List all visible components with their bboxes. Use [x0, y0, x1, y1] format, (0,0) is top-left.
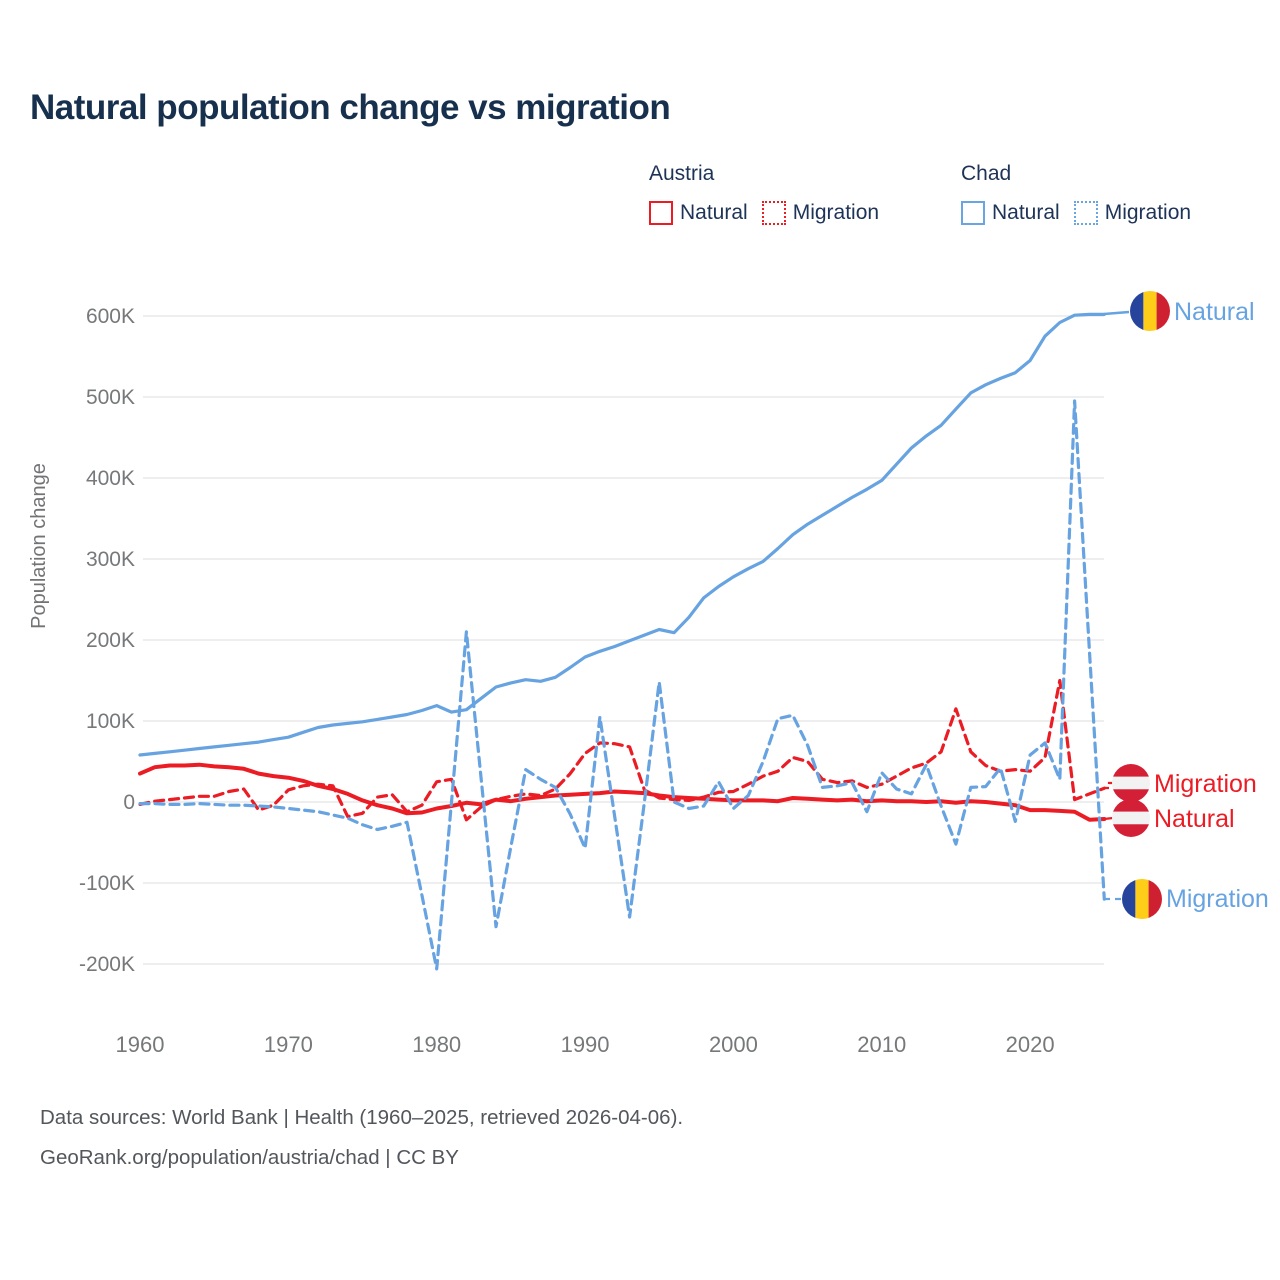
footer-line-2: GeoRank.org/population/austria/chad | CC BY — [40, 1146, 459, 1169]
end-label-chad-natural — [1104, 291, 1255, 331]
legend-label: Migration — [1104, 201, 1192, 224]
x-tick-label: 1980 — [412, 1032, 462, 1057]
x-tick-label: 1960 — [115, 1032, 165, 1057]
series-line-chad-migration — [140, 401, 1104, 969]
y-tick-label: -100K — [78, 872, 135, 895]
end-label-chad-migration — [1104, 879, 1269, 919]
chad-flag-icon — [1130, 291, 1170, 331]
x-tick-label: 2020 — [1005, 1032, 1055, 1057]
end-label-text: Natural — [1154, 805, 1235, 833]
y-tick-label: 100K — [85, 710, 135, 733]
gridlines — [79, 305, 1104, 976]
y-tick-label: 200K — [85, 629, 135, 652]
legend-country-austria: Austria — [649, 162, 715, 185]
legend-label: Natural — [680, 201, 748, 224]
end-label-text: Natural — [1174, 298, 1255, 326]
austria-flag-icon — [1112, 764, 1150, 802]
x-tick-label: 2000 — [708, 1032, 758, 1057]
y-tick-label: 300K — [85, 548, 135, 571]
x-tick-label: 2010 — [857, 1032, 907, 1057]
legend-country-chad: Chad — [961, 162, 1012, 185]
series-lines — [140, 314, 1104, 969]
austria-flag-icon — [1112, 799, 1150, 837]
y-tick-label: 600K — [85, 305, 135, 328]
y-axis-title: Population change — [28, 463, 50, 629]
chad-flag-icon — [1122, 879, 1162, 919]
x-tick-label: 1990 — [560, 1032, 610, 1057]
y-tick-label: -200K — [78, 953, 135, 976]
legend-label: Natural — [992, 201, 1060, 224]
x-tick-label: 1970 — [263, 1032, 313, 1057]
x-axis-ticks — [116, 1032, 1055, 1057]
legend-label: Migration — [792, 201, 880, 224]
footer-line-1: Data sources: World Bank | Health (1960–2025, retrieved 2026-04-06). — [40, 1106, 684, 1129]
series-line-austria-migration — [140, 681, 1104, 820]
series-line-chad-natural — [140, 314, 1104, 755]
end-label-text: Migration — [1154, 770, 1257, 798]
end-label-austria-migration — [1104, 764, 1257, 802]
end-label-text: Migration — [1166, 885, 1269, 913]
y-tick-label: 0 — [123, 791, 135, 814]
page-title: Natural population change vs migration — [30, 88, 671, 127]
data-source-footer — [40, 1098, 683, 1178]
y-tick-label: 400K — [85, 467, 135, 490]
end-label-austria-natural — [1104, 799, 1235, 837]
y-tick-label: 500K — [85, 386, 135, 409]
